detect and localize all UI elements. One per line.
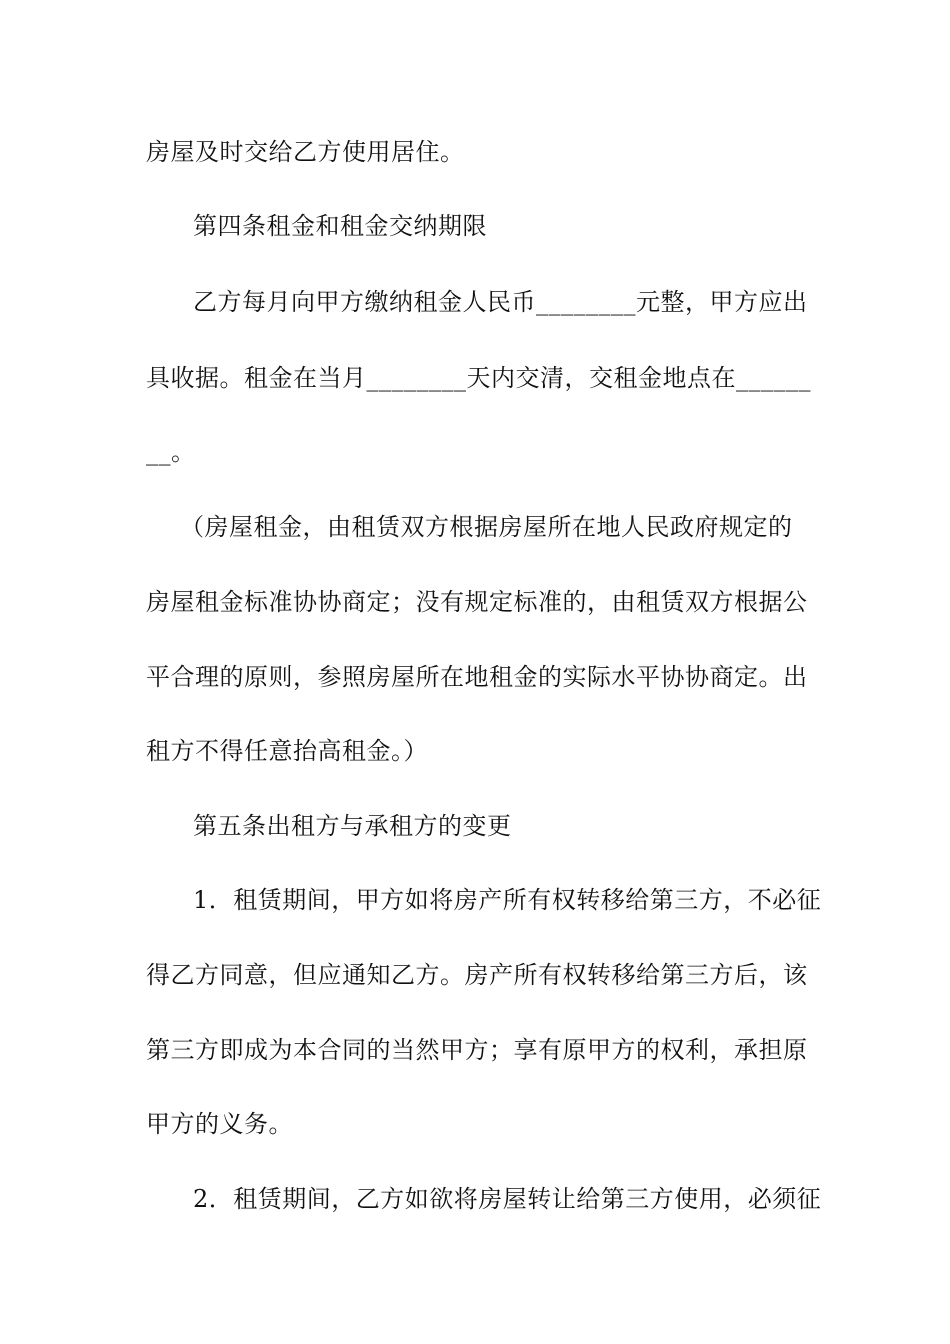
text-line: __。 (146, 438, 196, 466)
text-line: 2．租赁期间，乙方如欲将房屋转让给第三方使用，必须征 (193, 1185, 822, 1213)
text-line: （房屋租金，由租赁双方根据房屋所在地人民政府规定的 (180, 513, 793, 541)
text-line: 乙方每月向甲方缴纳租金人民币________元整，甲方应出 (193, 288, 808, 316)
section-heading: 第四条租金和租金交纳期限 (193, 212, 487, 240)
text-line: 1．租赁期间，甲方如将房产所有权转移给第三方，不必征 (193, 886, 822, 914)
text-line: 甲方的义务。 (146, 1110, 293, 1138)
text-line: 房屋及时交给乙方使用居住。 (146, 138, 465, 166)
text-line: 租方不得任意抬高租金。） (146, 737, 428, 765)
text-line: 房屋租金标准协协商定；没有规定标准的，由租赁双方根据公 (146, 588, 808, 616)
text-line: 具收据。租金在当月________天内交清，交租金地点在______ (146, 364, 811, 392)
text-line: 得乙方同意，但应通知乙方。房产所有权转移给第三方后，该 (146, 961, 808, 989)
section-heading: 第五条出租方与承租方的变更 (193, 812, 512, 840)
text-line: 第三方即成为本合同的当然甲方；享有原甲方的权利，承担原 (146, 1036, 808, 1064)
text-line: 平合理的原则，参照房屋所在地租金的实际水平协协商定。出 (146, 663, 808, 691)
